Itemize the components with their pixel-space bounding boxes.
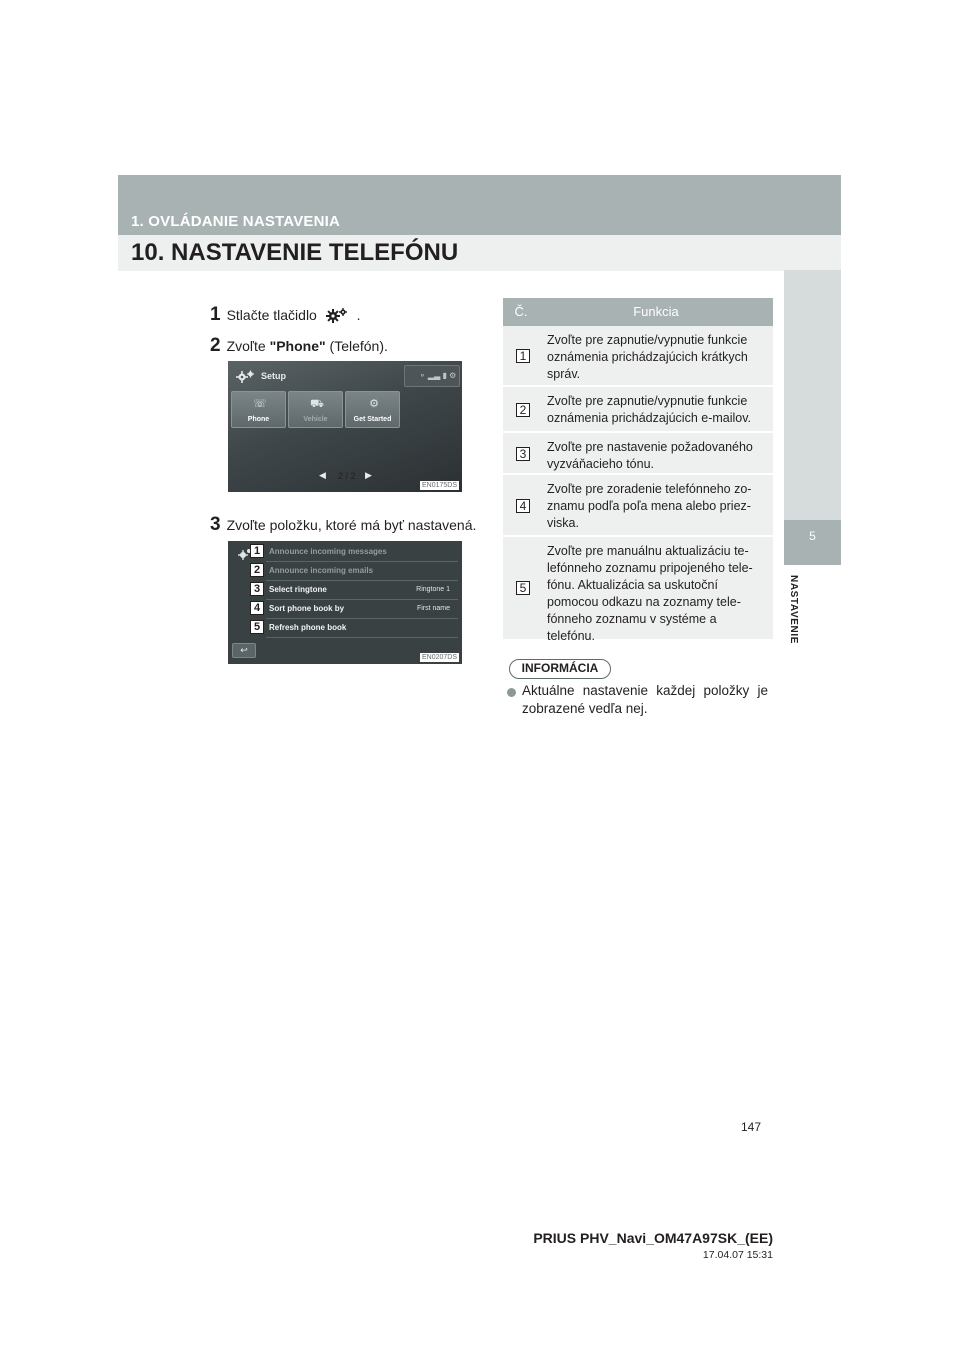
row-number: 5 [516, 581, 530, 595]
list-item[interactable] [266, 544, 458, 562]
back-arrow-icon: ↩ [240, 645, 248, 655]
list-item-value: First name [416, 605, 450, 612]
column-header-number: Č. [514, 304, 528, 319]
table-row [503, 433, 773, 475]
list-item[interactable] [266, 582, 458, 600]
setup-gear-icon [325, 307, 349, 323]
setup-screen-image [228, 361, 462, 492]
step-number: 1 [210, 304, 221, 325]
callout-5: 5 [250, 620, 264, 634]
list-item-label: Announce incoming messages [269, 547, 387, 556]
table-row [503, 475, 773, 537]
side-label-text: NASTAVENIE [788, 575, 799, 644]
next-arrow-icon[interactable]: ▶ [365, 470, 372, 480]
step-3 [210, 514, 476, 536]
page-number: 147 [741, 1120, 762, 1134]
row-text: Zvoľte pre zoradenie telefónneho zo-znamu podľa poľa mena alebo priez-viska. [547, 482, 752, 530]
document-date: 17.04.07 15:31 [702, 1249, 773, 1261]
row-text: Zvoľte pre manuálnu aktualizáciu te-lefónneho zoznamu pripojeného tele-fónu. Aktualizácia sa uskutoční pomocou odkazu na zoznamy tele-fónneho zoznamu v systéme a telefónu. [547, 544, 753, 643]
step-text: Zvoľte položku, ktoré má byť nastavená. [226, 517, 477, 533]
row-number: 2 [516, 403, 530, 417]
vehicle-tile[interactable] [288, 391, 343, 428]
callout-2: 2 [250, 563, 264, 577]
step-1 [210, 304, 361, 326]
info-text: Aktuálne nastavenie každej položky je zobrazené vedľa nej. [522, 683, 768, 716]
callout-4: 4 [250, 601, 264, 615]
row-number: 1 [516, 349, 530, 363]
pager [319, 470, 379, 484]
back-button[interactable] [232, 643, 256, 658]
tile-label: Get Started [353, 416, 392, 423]
row-text: Zvoľte pre nastavenie požadovaného vyzváňacieho tónu. [547, 440, 753, 471]
step-2 [210, 335, 388, 357]
row-number: 3 [516, 447, 530, 461]
callout-3: 3 [250, 582, 264, 596]
list-item-label: Select ringtone [269, 585, 327, 594]
prev-arrow-icon[interactable]: ◀ [319, 470, 326, 480]
list-item[interactable] [266, 620, 458, 638]
phone-tile[interactable] [231, 391, 286, 428]
step-text: Stlačte tlačidlo [226, 307, 317, 323]
side-tab-number: 5 [809, 529, 816, 543]
side-tab-background [784, 270, 841, 520]
step-text-end: (Telefón). [329, 338, 388, 354]
phone-icon: ☏ [253, 398, 267, 410]
image-code: EN0207DS [421, 654, 457, 661]
side-label [788, 575, 812, 675]
row-number: 4 [516, 499, 530, 513]
function-table [503, 298, 773, 641]
table-row [503, 537, 773, 641]
tile-label: Vehicle [303, 416, 328, 423]
list-item-label: Refresh phone book [269, 623, 347, 632]
tile-label: Phone [247, 416, 270, 423]
step-bold-text: "Phone" [269, 338, 326, 354]
screen-title: Setup [261, 371, 287, 381]
vehicle-icon: ⛟ [310, 398, 324, 410]
step-number: 3 [210, 514, 221, 535]
column-header-function: Funkcia [633, 304, 679, 319]
list-item-label: Sort phone book by [269, 604, 345, 613]
step-text-end: . [356, 307, 361, 323]
setup-gear-icon [236, 369, 256, 383]
gear-icon: ⚙ [369, 398, 379, 410]
document-title: PRIUS PHV_Navi_OM47A97SK_(EE) [533, 1230, 773, 1246]
status-bar [404, 365, 460, 387]
chapter-header [118, 175, 841, 271]
info-badge: INFORMÁCIA [509, 659, 611, 679]
image-code: EN0175DS [421, 482, 457, 489]
list-item-value: Ringtone 1 [416, 586, 450, 593]
step-number: 2 [210, 335, 221, 356]
table-header [503, 298, 773, 326]
callout-1: 1 [250, 544, 264, 558]
side-tab [784, 520, 841, 565]
step-text: Zvoľte [226, 338, 266, 354]
table-row [503, 326, 773, 387]
row-text: Zvoľte pre zapnutie/vypnutie funkcie oznámenia prichádzajúcich e-mailov. [547, 394, 752, 425]
page-indicator: 2 / 2 [338, 471, 356, 481]
row-text: Zvoľte pre zapnutie/vypnutie funkcie oznámenia prichádzajúcich krátkych správ. [547, 333, 748, 381]
signal-icon: ⚬ ▂▃ ▮ ⚙ [419, 371, 457, 380]
list-item[interactable] [266, 563, 458, 581]
table-row [503, 387, 773, 433]
phone-settings-image [228, 541, 462, 664]
chapter-title: 10. NASTAVENIE TELEFÓNU [131, 239, 459, 266]
get-started-tile[interactable] [345, 391, 400, 428]
list-item[interactable] [266, 601, 458, 619]
bullet-icon [507, 688, 516, 697]
section-title: 1. OVLÁDANIE NASTAVENIA [131, 213, 341, 230]
list-item-label: Announce incoming emails [269, 566, 374, 575]
